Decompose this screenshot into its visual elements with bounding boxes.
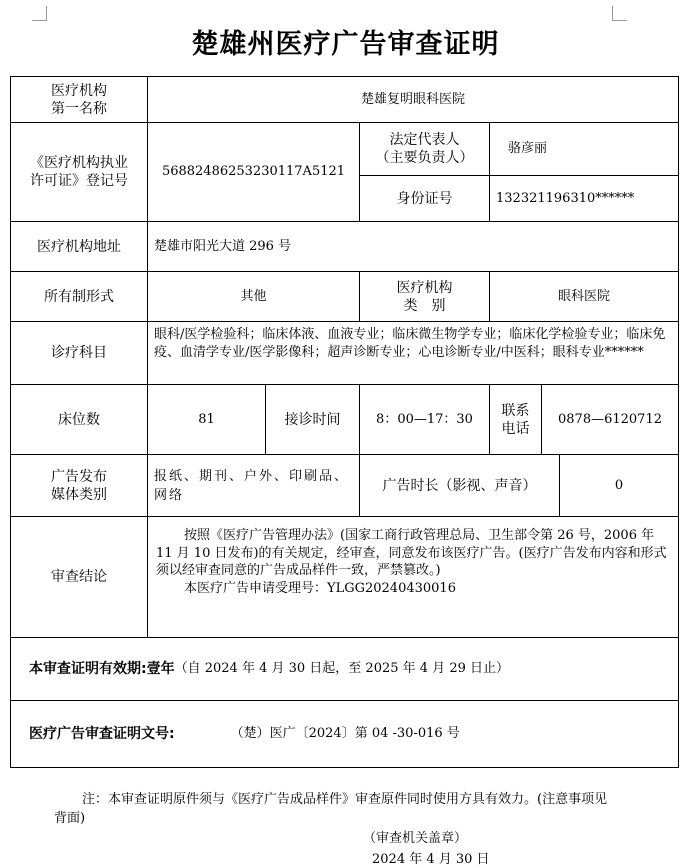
beds-value: 81 (148, 385, 266, 455)
duration-label: 广告时长（影视、声音） (360, 455, 560, 517)
footnote: 注：本审查证明原件须与《医疗广告成品样件》审查原件同时使用方具有效力。(注意事项见背面) (54, 792, 608, 826)
conclusion-label: 审查结论 (11, 517, 148, 638)
hours-label: 接诊时间 (266, 385, 360, 455)
beds-label: 床位数 (11, 385, 148, 455)
crop-mark-top-right (612, 6, 627, 21)
departments-value (148, 322, 678, 385)
conclusion-box (148, 517, 678, 638)
departments-text: 眼科/医学检验科；临床体液、血液专业；临床微生物学专业；临床化学检验专业；临床免疫、血清学专业/医学影像科；超声诊断专业；心电诊断专业/中医科；眼科专业****** (154, 327, 666, 360)
id-number-label: 身份证号 (360, 176, 490, 222)
certificate-table (10, 76, 679, 768)
ownership-label: 所有制形式 (11, 272, 148, 322)
address-label: 医疗机构地址 (11, 222, 148, 272)
validity-range: （自 2024 年 4 月 30 日起，至 2025 年 4 月 29 日止） (174, 661, 509, 676)
hours-value: 8：00—17：30 (360, 385, 490, 455)
license-label: 《医疗机构执业 许可证》登记号 (11, 123, 148, 222)
id-number-value: 132321196310****** (490, 176, 678, 222)
acceptance-number: 本医疗广告申请受理号：YLGG20240430016 (184, 580, 456, 596)
legal-rep-value: 骆彦丽 (490, 123, 678, 176)
institution-name-value: 楚雄复明眼科医院 (148, 77, 678, 123)
phone-value: 0878—6120712 (542, 385, 678, 455)
docno-label: 医疗广告审查证明文号: (29, 726, 175, 742)
docno-value: （楚）医广〔2024〕第 04 -30-016 号 (230, 726, 460, 741)
institution-name-label: 医疗机构 第一名称 (11, 77, 148, 123)
ownership-value: 其他 (148, 272, 360, 322)
license-number: 56882486253230117A5121 (148, 123, 360, 222)
docno-row (11, 701, 678, 767)
validity-label: 本审查证明有效期:壹年 (29, 661, 175, 677)
duration-value: 0 (560, 455, 678, 517)
phone-label: 联系 电话 (490, 385, 542, 455)
address-value: 楚雄市阳光大道 296 号 (148, 222, 678, 272)
validity-row (11, 638, 678, 701)
conclusion-paragraph: 按照《医疗广告管理办法》(国家工商行政管理总局、卫生部令第 26 号，2006 年 11 月 10 日发布)的有关规定，经审查，同意发布该医疗广告。(医疗广告发布内容和形式须以经审查同意的广告成品样件一致，严禁篡改。) (156, 528, 667, 578)
document-title: 楚雄州医疗广告审查证明 (191, 29, 500, 60)
category-value: 眼科医院 (490, 272, 678, 322)
legal-rep-label: 法定代表人 （主要负责人） (360, 123, 490, 176)
media-label: 广告发布 媒体类别 (11, 455, 148, 517)
media-value: 报纸、期刊、户外、印刷品、网络 (148, 455, 360, 517)
category-label: 医疗机构 类 别 (360, 272, 490, 322)
issue-date: 2024 年 4 月 30 日 (372, 852, 490, 867)
seal-caption: （审查机关盖章） (363, 831, 468, 846)
departments-label: 诊疗科目 (11, 322, 148, 385)
crop-mark-top-left (32, 6, 47, 21)
